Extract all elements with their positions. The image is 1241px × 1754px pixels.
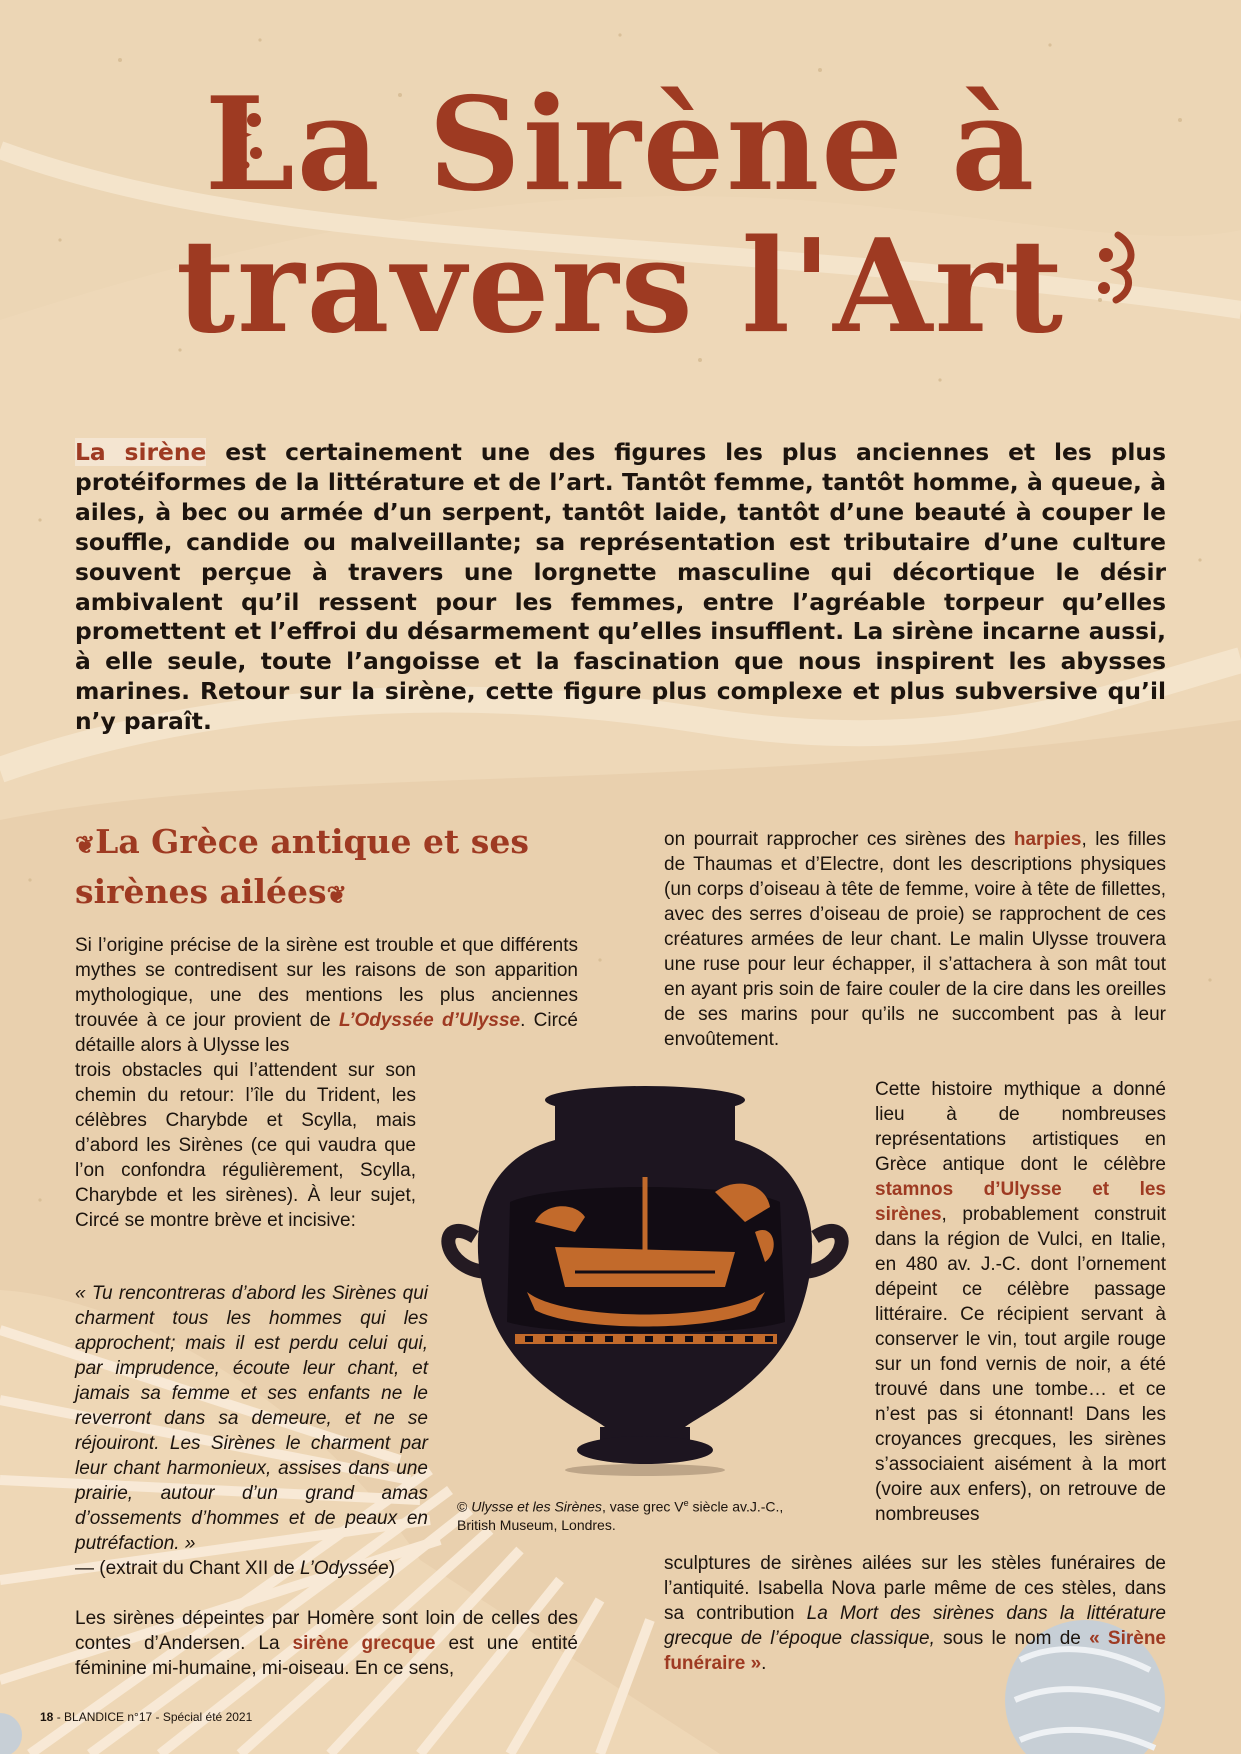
greek-vase-image bbox=[435, 1082, 855, 1477]
right-paragraph-2 bbox=[875, 1077, 1166, 1527]
right-p2-text: Cette histoire mythique a donné lieu à de nombreuses représentations artistiques en Grèce antique dont le célèbre bbox=[875, 1079, 1166, 1175]
page-title-line1: La Sirène à bbox=[204, 70, 1037, 220]
right-paragraph-3 bbox=[664, 1551, 1166, 1676]
section-title bbox=[75, 818, 595, 918]
left-p1-text-end: . Circé détaille alors à Ulysse les bbox=[75, 1010, 578, 1056]
section-flourish-icon: ❦ bbox=[75, 830, 96, 859]
quote-source-title: L’Odyssée bbox=[299, 1558, 389, 1579]
right-p2-text-end: , probablement construit dans la région de Vulci, en Italie, en 480 av. J.-C. dont l’ornement dépeint ce célèbre passage littéraire. Ce récipient servant à conserver le vin, tout argile rouge sur un fond vernis de noir, a été trouvé dans une tombe… et ce n’est pas si étonnant! Dans les croyances grecques, les sirènes s’associaient aisément à la mort (voire aux enfers), on retrouve de nombreuses bbox=[875, 1204, 1166, 1525]
left-paragraph-3 bbox=[75, 1606, 578, 1681]
left-p3-text-end: est une entité féminine mi-humaine, mi-oiseau. En ce sens, bbox=[75, 1633, 578, 1679]
sirene-funeraire-link[interactable]: « Sirène funéraire » bbox=[664, 1628, 1166, 1674]
left-paragraph-1 bbox=[75, 933, 578, 1058]
nova-contribution-title: La Mort des sirènes dans la littérature grecque de l’époque classique, bbox=[664, 1603, 1166, 1649]
quote-source-prefix: — (extrait du Chant XII de bbox=[75, 1558, 300, 1579]
section-flourish-icon-end: ❦ bbox=[326, 880, 347, 909]
quote-source bbox=[75, 1556, 475, 1581]
intro-paragraph bbox=[75, 438, 1166, 737]
right-p1-text: on pourrait rapprocher ces sirènes des bbox=[664, 829, 1014, 850]
right-p3-text-mid: sous le nom de bbox=[934, 1628, 1090, 1649]
harpies-link[interactable]: harpies bbox=[1013, 829, 1082, 850]
intro-lead: La sirène bbox=[75, 438, 207, 466]
page-footer bbox=[40, 1710, 252, 1724]
vase-caption bbox=[457, 1494, 817, 1534]
caption-sup: e bbox=[683, 1498, 689, 1508]
sirene-grecque-link[interactable]: sirène grecque bbox=[292, 1633, 436, 1654]
page-title-line2: travers l'Art bbox=[175, 212, 1066, 362]
right-paragraph-1 bbox=[664, 827, 1166, 1052]
caption-text: , vase grec V bbox=[601, 1498, 684, 1515]
right-p3-text: sculptures de sirènes ailées sur les stèles funéraires de l’antiquité. Isabella Nova parle même de ces stèles, dans sa contribution bbox=[664, 1553, 1166, 1624]
odyssee-quote: « Tu rencontreras d’abord les Sirènes qui charment tous les hommes qui les approchent; mais il est perdu celui qui, par imprudence, écoute leur chant, et jamais sa femme et ses enfants ne le reverront dans sa demeure, et ne se réjouiront. Les Sirènes le charment par leur chant harmonieux, assises dans une prairie, autour d’un grand amas d’ossements d’hommes et de peaux en putréfaction. » bbox=[75, 1283, 428, 1554]
caption-title: Ulysse et les Sirènes bbox=[471, 1498, 602, 1515]
section-title-text: La Grèce antique et ses sirènes ailées bbox=[75, 822, 529, 911]
intro-text: est certainement une des figures les plus anciennes et les plus protéiformes de la littérature et de l’art. Tantôt femme, tantôt homme, à queue, à ailes, à bec ou armée d’un serpent, tantôt laide, tantôt d’une beauté à couper le souffle, candide ou malveillante; sa représentation est tributaire d’une culture souvent perçue à travers une lorgnette masculine qui décortique le désir ambivalent qu’il ressent pour les femmes, entre l’agréable torpeur qu’elles promettent et l’effroi du désarmement qu’elles insufflent. La sirène incarne aussi, à elle seule, toute l’angoisse et la fascination que nous inspirent les abysses marines. Retour sur la sirène, cette figure plus complexe et plus subversive qu’il n’y paraît. bbox=[75, 438, 1166, 736]
caption-text-end: siècle av.J.-C., British Museum, Londres. bbox=[457, 1498, 784, 1533]
right-p3-text-end: . bbox=[761, 1653, 767, 1674]
left-p1-text: Si l’origine précise de la sirène est trouble et que différents mythes se contredisent sur les raisons de son apparition mythologique, une des mentions les plus anciennes trouvée à ce jour provient de bbox=[75, 935, 578, 1031]
right-p1-text-end: , les filles de Thaumas et d’Electre, dont les descriptions physiques (un corps d’oiseau à tête de femme, voire à tête de fillettes, avec des serres d’oiseau de proie) se rapprochent de ces créatures armées de leur chant. Le malin Ulysse trouvera une ruse pour leur échapper, il s’attachera à son mât tout en ayant pris soin de faire couler de la cire dans les oreilles de ses marins pour qu’ils ne succombent pas à leur envoûtement. bbox=[664, 829, 1166, 1050]
quote-source-suffix: ) bbox=[388, 1558, 396, 1579]
left-paragraph-2: trois obstacles qui l’attendent sur son chemin du retour: l’île du Trident, les célèbres Charybde et Scylla, mais d’abord les Sirènes (ce qui vaudra que l’on confondra régulièrement, Scylla, Charybde et les sirènes). À leur sujet, Circé se montre brève et incisive: bbox=[75, 1060, 416, 1231]
footer-text: - BLANDICE n°17 - Spécial été 2021 bbox=[53, 1710, 253, 1724]
left-p3-text: Les sirènes dépeintes par Homère sont loin de celles des contes d’Andersen. La bbox=[75, 1608, 578, 1654]
caption-prefix: © bbox=[457, 1498, 472, 1515]
stamnos-link[interactable]: stamnos d’Ulysse et les sirènes bbox=[875, 1179, 1166, 1225]
page-number: 18 bbox=[40, 1710, 54, 1724]
odyssee-link[interactable]: L’Odyssée d’Ulysse bbox=[339, 1010, 521, 1031]
